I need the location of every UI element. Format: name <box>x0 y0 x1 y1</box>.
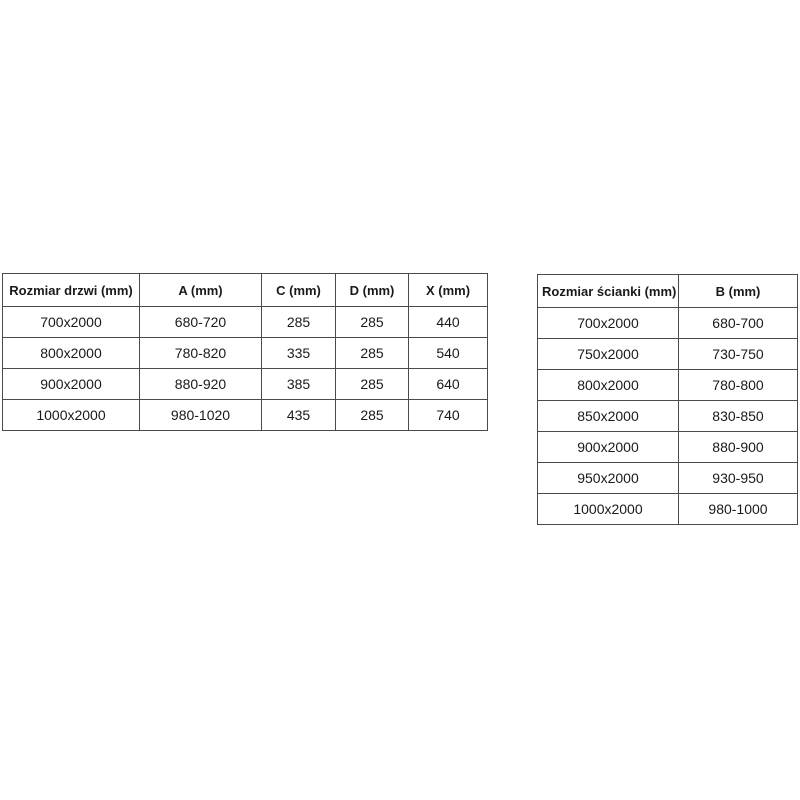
table-cell: 285 <box>336 400 409 431</box>
table-cell: 780-800 <box>679 370 798 401</box>
column-header: D (mm) <box>336 274 409 307</box>
table-cell: 285 <box>336 307 409 338</box>
door-table-header-row <box>3 274 488 307</box>
table-cell: 700x2000 <box>538 308 679 339</box>
table-cell: 880-900 <box>679 432 798 463</box>
table-cell: 830-850 <box>679 401 798 432</box>
table-row <box>538 308 798 339</box>
table-cell: 750x2000 <box>538 339 679 370</box>
table-cell: 930-950 <box>679 463 798 494</box>
table-cell: 730-750 <box>679 339 798 370</box>
table-cell: 680-720 <box>140 307 262 338</box>
table-cell: 285 <box>336 338 409 369</box>
table-cell: 700x2000 <box>3 307 140 338</box>
table-cell: 980-1000 <box>679 494 798 525</box>
table-cell: 440 <box>409 307 488 338</box>
table-cell: 800x2000 <box>3 338 140 369</box>
column-header: X (mm) <box>409 274 488 307</box>
table-row <box>538 339 798 370</box>
table-row <box>3 369 488 400</box>
table-cell: 980-1020 <box>140 400 262 431</box>
table-cell: 640 <box>409 369 488 400</box>
table-cell: 335 <box>262 338 336 369</box>
wall-table-header-row <box>538 275 798 308</box>
table-cell: 800x2000 <box>538 370 679 401</box>
column-header: Rozmiar ścianki (mm) <box>538 275 679 308</box>
table-cell: 285 <box>262 307 336 338</box>
table-cell: 285 <box>336 369 409 400</box>
table-cell: 1000x2000 <box>3 400 140 431</box>
table-row <box>538 494 798 525</box>
table-cell: 680-700 <box>679 308 798 339</box>
column-header: C (mm) <box>262 274 336 307</box>
table-cell: 880-920 <box>140 369 262 400</box>
column-header: Rozmiar drzwi (mm) <box>3 274 140 307</box>
table-cell: 740 <box>409 400 488 431</box>
wall-size-table <box>537 274 798 525</box>
table-row <box>538 401 798 432</box>
table-cell: 435 <box>262 400 336 431</box>
table-cell: 850x2000 <box>538 401 679 432</box>
table-row <box>3 400 488 431</box>
table-cell: 900x2000 <box>538 432 679 463</box>
table-cell: 540 <box>409 338 488 369</box>
table-cell: 950x2000 <box>538 463 679 494</box>
table-row <box>538 463 798 494</box>
column-header: A (mm) <box>140 274 262 307</box>
table-row <box>538 432 798 463</box>
table-cell: 900x2000 <box>3 369 140 400</box>
door-size-table <box>2 273 488 431</box>
table-row <box>3 338 488 369</box>
table-cell: 780-820 <box>140 338 262 369</box>
table-row <box>3 307 488 338</box>
table-cell: 385 <box>262 369 336 400</box>
table-row <box>538 370 798 401</box>
column-header: B (mm) <box>679 275 798 308</box>
table-cell: 1000x2000 <box>538 494 679 525</box>
